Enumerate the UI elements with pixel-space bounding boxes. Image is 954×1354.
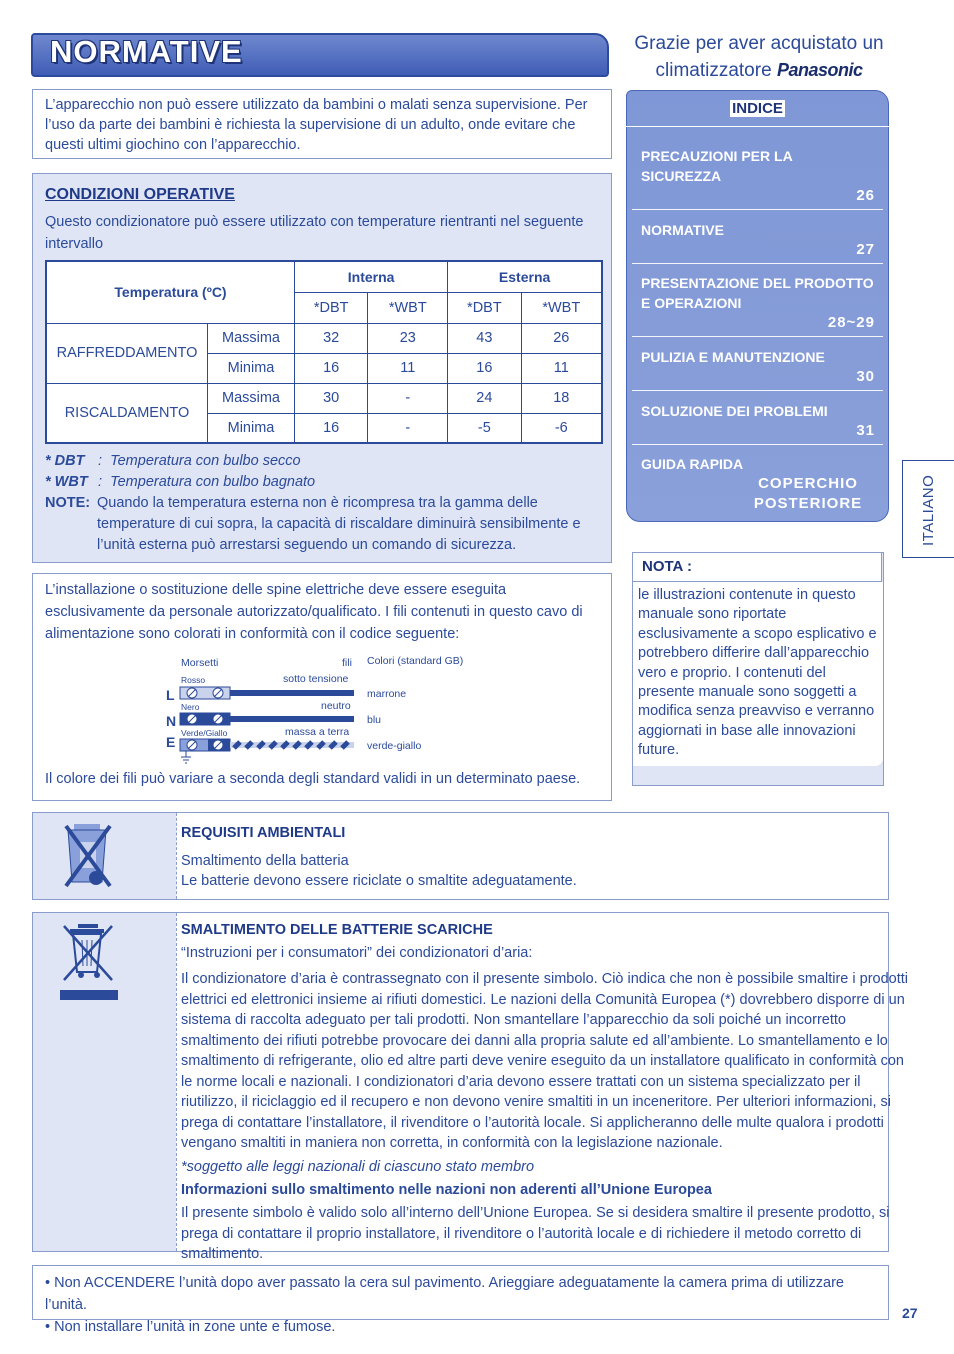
table-header-wbt: *WBT: [521, 292, 602, 323]
wire-live: [230, 690, 354, 696]
index-item-troubleshooting[interactable]: [641, 401, 875, 441]
table-header-wbt: *WBT: [368, 292, 448, 323]
table-header-indoor: Interna: [295, 261, 448, 292]
terminal-black-label: Nero: [181, 702, 200, 712]
index-item-page: 28~29: [827, 314, 875, 331]
color-brown-label: marrone: [367, 688, 407, 700]
table-header-outdoor: Esterna: [448, 261, 602, 292]
environment-panel: [32, 812, 889, 900]
table-cell: 16: [448, 353, 521, 383]
environment-content: [176, 813, 888, 899]
conditions-heading: CONDIZIONI OPERATIVE: [45, 186, 235, 203]
index-divider: [632, 336, 883, 337]
conditions-description: Questo condizionatore può essere utilizzato con temperature rientranti nel seguente intervallo: [45, 214, 584, 252]
wbt-description: Temperatura con bulbo bagnato: [110, 474, 316, 490]
colors-label: Colori (standard GB): [367, 655, 464, 667]
index-item-label: PRECAUZIONI PER LA SICUREZZA: [641, 148, 793, 184]
language-label: ITALIANO: [920, 474, 937, 546]
index-item-label: PRESENTAZIONE DEL PRODOTTO E OPERAZIONI: [641, 275, 874, 311]
table-cell-max-label: Massima: [208, 383, 295, 413]
index-item-cleaning[interactable]: [641, 347, 875, 387]
index-title: [626, 100, 889, 117]
dbt-description: Temperatura con bulbo secco: [110, 453, 301, 469]
index-item-label: PULIZIA E MANUTENZIONE: [641, 349, 825, 365]
thanks-line2-text: climatizzatore: [655, 60, 772, 81]
note-text: Quando la temperatura esterna non è ricompresa tra la gamma delle temperature di cui sopra, la capacità di riscaldare diminuirà sensibilmente e l’unità esterna può arrestarsi seguendo un comando di sicurezza.: [97, 495, 581, 553]
crossed-battery-icon: [62, 820, 114, 890]
terminal-greenyellow-label: Verde/Giallo: [181, 728, 228, 738]
table-cell: -: [368, 383, 448, 413]
disposal-footnote: *soggetto alle leggi nazionali di ciascuno stato membro: [181, 1159, 535, 1175]
index-item-quick-guide[interactable]: [641, 454, 875, 514]
table-header-temperature: Temperatura (ºC): [46, 261, 295, 323]
wbt-label: * WBT: [45, 474, 88, 490]
thanks-line1: Grazie per aver acquistato un: [634, 33, 884, 54]
table-cell: 11: [521, 353, 602, 383]
color-greenyellow-label: verde-giallo: [367, 740, 422, 752]
index-item-label: NORMATIVE: [641, 222, 724, 238]
wires-label: fili: [342, 657, 352, 669]
table-row-mode: RISCALDAMENTO: [46, 383, 208, 443]
table-cell: 16: [295, 353, 368, 383]
index-item-normative[interactable]: [641, 220, 875, 260]
temperature-table: [45, 260, 603, 444]
table-cell: -5: [448, 413, 521, 443]
table-cell-max-label: Massima: [208, 323, 295, 353]
terminal-n-letter: N: [166, 713, 177, 729]
environment-heading: REQUISITI AMBIENTALI: [181, 825, 346, 841]
index-divider: [632, 444, 883, 445]
wire-neutral-label: neutro: [321, 700, 351, 712]
bullets-panel: [32, 1265, 889, 1335]
terminal-l-letter: L: [166, 687, 175, 703]
nota-text: le illustrazioni contenute in questo manuale sono riportate esclusivamente a scopo esplicativo e potrebbero differire dall’apparecchio vero e proprio. I contenuti del presente manuale sono soggetti a modifica senza preavviso e verranno aggiornati in base alle innovazioni future.: [633, 582, 883, 766]
wiring-diagram: [178, 684, 358, 764]
color-blue-label: blu: [367, 714, 382, 726]
environment-line2: Le batterie devono essere riciclate o smaltite adeguatamente.: [181, 873, 577, 889]
disposal-intro: “Instruzioni per i consumatori” dei condizionatori d’aria:: [181, 945, 533, 961]
table-row-mode: RAFFREDDAMENTO: [46, 323, 208, 383]
table-cell-min-label: Minima: [208, 353, 295, 383]
disposal-panel: [32, 912, 909, 1262]
table-header-dbt: *DBT: [448, 292, 521, 323]
index-item-page: 31: [856, 422, 875, 439]
table-cell: 32: [295, 323, 368, 353]
terminal-e-letter: E: [166, 734, 176, 750]
wire-earth-label: massa a terra: [285, 726, 350, 738]
table-cell: 16: [295, 413, 368, 443]
disposal-subbody: Il presente simbolo è valido solo all’interno dell’Unione Europea. Se si desidera smaltire il presente prodotto, si prega di contattare il proprio installatore, il rivenditore o l’autorità locale e di richiedere il metodo corretto di smaltimento.: [181, 1205, 890, 1262]
thanks-line2: [616, 57, 902, 84]
disposal-subheading: Informazioni sullo smaltimento nelle nazioni non aderenti all’Unione Europea: [181, 1182, 712, 1198]
table-cell: 26: [521, 323, 602, 353]
table-cell: 23: [368, 323, 448, 353]
environment-line1: Smaltimento della batteria: [181, 853, 349, 869]
table-cell-min-label: Minima: [208, 413, 295, 443]
wiring-footer: Il colore dei fili può variare a seconda degli standard validi in un determinato paese.: [45, 771, 581, 787]
table-cell: 11: [368, 353, 448, 383]
page-number: 27: [902, 1305, 918, 1321]
index-divider: [632, 263, 883, 264]
index-divider: [632, 209, 883, 210]
index-item-safety[interactable]: [641, 146, 875, 206]
page-title: NORMATIVE: [50, 34, 243, 69]
table-cell: 30: [295, 383, 368, 413]
index-item-page: COPERCHIO POSTERIORE: [753, 475, 863, 512]
index-item-label: SOLUZIONE DEI PROBLEMI: [641, 403, 828, 419]
ground-icon: [181, 751, 191, 763]
wire-live-label: sotto tensione: [283, 673, 349, 685]
wiring-text: L’installazione o sostituzione delle spine elettriche deve essere eseguita esclusivamente da personale autorizzato/qualificato. I fili contenuti in questo cavo di alimentazione sono colorati in conformità con il codice seguente:: [45, 582, 583, 642]
terminals-label: Morsetti: [181, 657, 219, 669]
bullet-item: • Non ACCENDERE l’unità dopo aver passato la cera sul pavimento. Arieggiare adeguatamente la camera prima di utilizzare l’unità.: [45, 1275, 844, 1313]
wire-earth: [230, 742, 354, 748]
disposal-heading: SMALTIMENTO DELLE BATTERIE SCARICHE: [181, 922, 493, 938]
index-title-divider: [626, 126, 889, 127]
table-cell: 18: [521, 383, 602, 413]
brand-logo: Panasonic: [776, 60, 863, 80]
conditions-notes: * DBT : Temperatura con bulbo secco * WBT : Temperatura con bulbo bagnato NOTE: Quando la temperatura esterna non è ricompresa tra la gamma delle temperature di cui sopra, la capacità di riscaldare diminuirà sensibilmente e l’unità esterna può arrestarsi seguendo un comando di sicurezza.: [45, 451, 605, 556]
disposal-content: [176, 913, 909, 1262]
terminal-red-label: Rosso: [181, 675, 206, 685]
disposal-body: Il condizionatore d’aria è contrassegnato con il presente simbolo. Ciò indica che non è possibile smaltire i prodotti elettrici ed elettronici insieme ai rifiuti domestici. Le nazioni della Comunità Europea (*) dovrebbero disporre di un sistema di raccolta adeguato per tali prodotti. Non smantellare l’apparecchio da soli poiché un incorretto smaltimento dei rifiuti potrebbe provocare dei danni alla propria salute ed all’ambiente. Lo smantellamento e lo smaltimento di refrigerante, olio ed altre parti deve venire eseguito da un installatore qualificato in conformità con le norme locali e nazionali. I condizionatori d’aria devono essere trattati con un sistema specializzato per il riutilizzo, il riciclaggio ed il recupero e non devono venire smaltiti in un inceneritore. Per ulteriori informazioni, si prega di contattare l’installatore, il rivenditore o l’autorità locale. Si applicheranno delle multe qualora i prodotti vengano smaltiti in maniera non corretta, in conformità con la legislazione nazionale.: [181, 971, 909, 1151]
bullet-item: • Non installare l’unità in zone unte e fumose.: [45, 1319, 336, 1335]
index-item-label: GUIDA RAPIDA: [641, 456, 744, 472]
index-divider: [632, 390, 883, 391]
index-item-page: 26: [856, 187, 875, 204]
weee-bin-icon: [56, 920, 122, 1002]
index-item-page: 27: [856, 241, 875, 258]
index-item-presentation[interactable]: [641, 273, 875, 333]
table-header-dbt: *DBT: [295, 292, 368, 323]
table-cell: -6: [521, 413, 602, 443]
note-label: NOTE:: [45, 495, 91, 511]
dbt-label: * DBT: [45, 453, 85, 469]
index-item-page: 30: [856, 368, 875, 385]
thanks-message: [616, 30, 902, 84]
index-title-text: INDICE: [732, 100, 783, 117]
table-cell: 43: [448, 323, 521, 353]
warning-text: L’apparecchio non può essere utilizzato da bambini o malati senza supervisione. Per l’uso da parte dei bambini è richiesta la supervisione di un adulto, onde evitare che questi ultimi giochino con l’apparecchio.: [45, 97, 588, 153]
warning-box: [32, 89, 612, 159]
wire-neutral: [230, 716, 354, 722]
table-cell: 24: [448, 383, 521, 413]
nota-title: NOTA :: [642, 558, 692, 575]
table-cell: -: [368, 413, 448, 443]
